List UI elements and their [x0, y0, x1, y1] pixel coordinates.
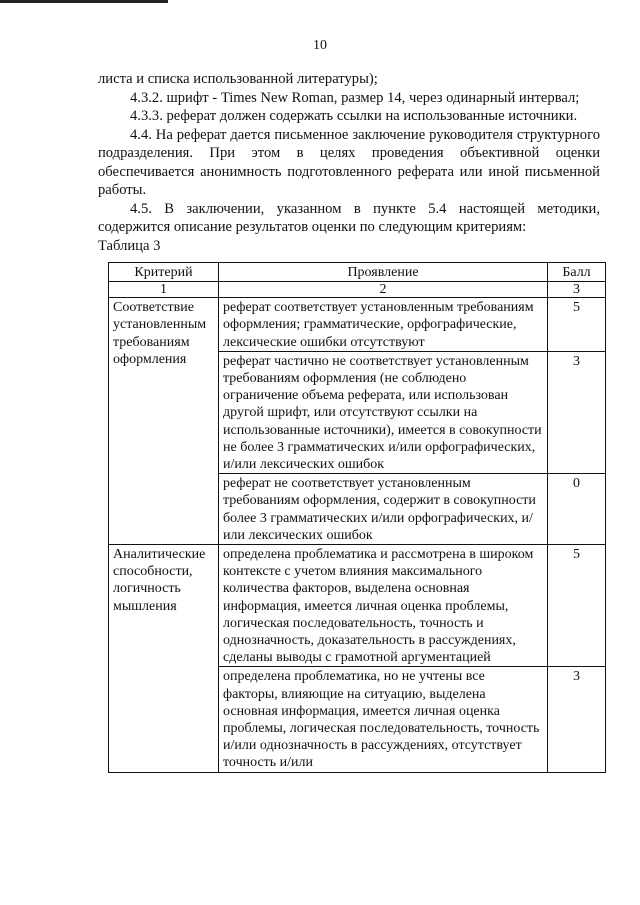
criterion-name: Аналитические способности, логичность мышления	[109, 545, 219, 773]
header-score: Балл	[548, 263, 606, 282]
score-cell: 5	[548, 545, 606, 667]
manifestation-cell: определена проблематика, но не учтены все факторы, влияющие на ситуацию, выделена основная информация, имеется личная оценка проблемы, логическая последовательность, точность и/или однозначность в рассуждениях, отсутствует точность и/или	[219, 667, 548, 772]
table-label: Таблица 3	[98, 237, 161, 254]
scan-edge-mark	[0, 0, 168, 3]
paragraph: 4.3.2. шрифт - Times New Roman, размер 14, через одинарный интервал;	[130, 89, 580, 106]
manifestation-cell: определена проблематика и рассмотрена в широком контексте с учетом влияния максимального количества факторов, выделена основная информация, имеется личная оценка проблемы, логическая последовательность, точность и однозначность, доказательность в рассуждениях, сделаны выводы с грамотной аргументацией	[219, 545, 548, 667]
table-row	[109, 298, 606, 352]
criterion-name: Соответствие установленным требованиям оформления	[109, 298, 219, 545]
score-cell: 3	[548, 351, 606, 473]
paragraph: листа и списка использованной литературы);	[98, 71, 378, 87]
header-criterion: Критерий	[109, 263, 219, 282]
table-header-row	[109, 263, 606, 282]
score-cell: 0	[548, 474, 606, 545]
score-cell: 5	[548, 298, 606, 352]
table-number-row	[109, 282, 606, 298]
column-number: 3	[548, 282, 606, 298]
criteria-table	[108, 262, 606, 773]
body-text	[98, 70, 600, 255]
header-manifestation: Проявление	[219, 263, 548, 282]
paragraph: 4.4. На реферат дается письменное заключение руководителя структурного подразделения. При этом в целях проведения объективной оценки обеспечивается анонимность подготовленного реферата или иной письменной работы.	[98, 126, 600, 198]
manifestation-cell: реферат не соответствует установленным требованиям оформления, содержит в совокупности более 3 грамматических и/или орфографических, и/или лексических ошибок	[219, 474, 548, 545]
paragraph: 4.3.3. реферат должен содержать ссылки на использованные источники.	[130, 108, 578, 124]
column-number: 2	[219, 282, 548, 298]
column-number: 1	[109, 282, 219, 298]
table-row	[109, 545, 606, 667]
page-number: 10	[313, 38, 327, 53]
score-cell: 3	[548, 667, 606, 772]
paragraph: 4.5. В заключении, указанном в пункте 5.4 настоящей методики, содержится описание результатов оценки по следующим критериям:	[98, 200, 600, 235]
manifestation-cell: реферат соответствует установленным требованиям оформления; грамматические, орфографические, лексические ошибки отсутствуют	[219, 298, 548, 352]
manifestation-cell: реферат частично не соответствует установленным требованиям оформления (не соблюдено ограничение объема реферата, или использован другой шрифт, или отсутствуют ссылки на использованные источники), имеется в совокупности не более 3 грамматических и/или орфографических, и/или лексических ошибок	[219, 351, 548, 473]
